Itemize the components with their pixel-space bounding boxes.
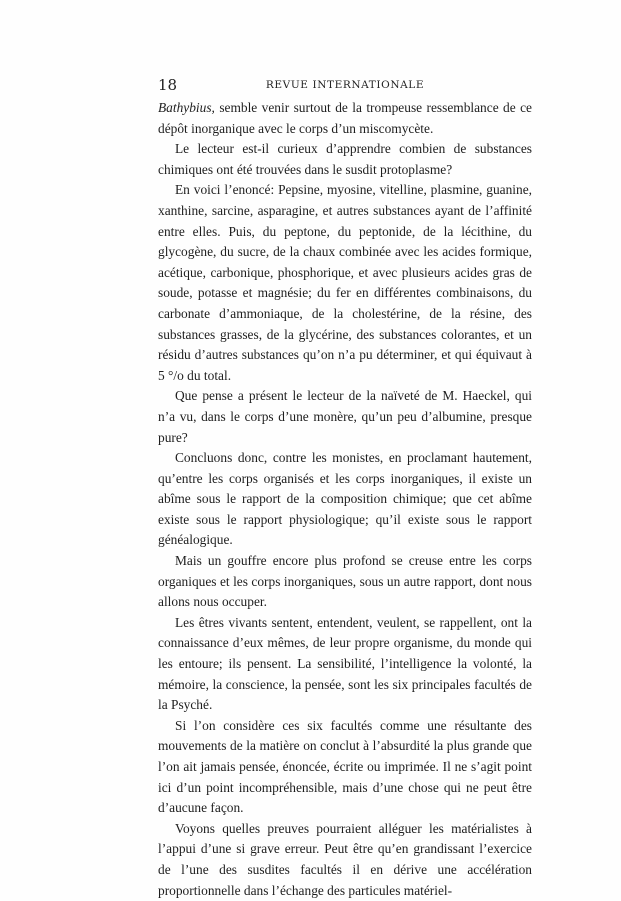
paragraph-7: Les êtres vivants sentent, entendent, veulent, se rappellent, ont la connaissance d’eux mêmes, de leur propre organisme, du monde qui les entoure; ils pensent. La sensibilité, l’intelligence la volonté, la mémoire, la conscience, la pensée, sont les six principales facultés de la Psyché. — [158, 614, 532, 713]
page-number: 18 — [158, 76, 178, 94]
journal-title: REVUE INTERNATIONALE — [265, 79, 425, 91]
paragraph-9: Voyons quelles preuves pourraient alléguer les matérialistes à l’appui d’une si grave erreur. Peut être qu’en grandissant l’exercice de l’une des susdites facultés il en dérive une accélération proportionnelle dans l’échange des particules matériel- — [158, 820, 532, 898]
paragraph-5: Concluons donc, contre les monistes, en proclamant hautement, qu’entre les corps organisés et les corps inorganiques, il existe un abîme sous le rapport de la composition chimique; que cet abîme existe sous le rapport physiologique; qu’il existe sous le rapport généalogique. — [158, 450, 532, 548]
paragraph-6: Mais un gouffre encore plus profond se creuse entre les corps organiques et les corps inorganiques, sous un autre rapport, dont nous allons nous occuper. — [158, 553, 532, 610]
paragraph-8: Si l’on considère ces six facultés comme une résultante des mouvements de la matière on conclut à l’absurdité la plus grande que l’on ait jamais pensée, énoncée, écrite ou imprimée. Il ne s’agit point ici d’un point incompréhensible, mais d’une chose qui ne peut être d’aucune façon. — [158, 717, 532, 816]
paragraph-1-text: semble venir surtout de la trompeuse ressemblance de ce dépôt inorganique avec le corps d’un miscomycète. — [158, 100, 532, 136]
paragraph-4: Que pense a présent le lecteur de la naïveté de M. Haeckel, qui n’a vu, dans le corps d’une monère, qu’un peu d’albumine, presque pure? — [158, 388, 532, 445]
paragraph-2: Le lecteur est-il curieux d’apprendre combien de substances chimiques ont été trouvées dans le susdit protoplasme? — [158, 141, 532, 177]
body-text — [158, 98, 532, 901]
running-head — [158, 76, 532, 94]
italic-word: Bathybius, — [158, 100, 215, 115]
paragraph-1 — [158, 98, 532, 139]
paragraph-3: En voici l’enoncé: Pepsine, myosine, vitelline, plasmine, guanine, xanthine, sarcine, asparagine, et autres substances ayant de l’affinité entre elles. Puis, du peptone, du peptonide, de la lécithine, du glycogène, du sucre, de la chaux combinée avec les acides formique, acétique, carbonique, phosphorique, et avec plusieurs acides gras de soude, potasse et magnésie; du fer en différentes combinaisons, du carbonate d’ammoniaque, de la cholestérine, de la résine, des substances grasses, de la glycérine, des substances colorantes, et un résidu d’autres substances qu’on n’a pu déterminer, et qui équivaut à 5 °/o du total. — [158, 182, 532, 383]
